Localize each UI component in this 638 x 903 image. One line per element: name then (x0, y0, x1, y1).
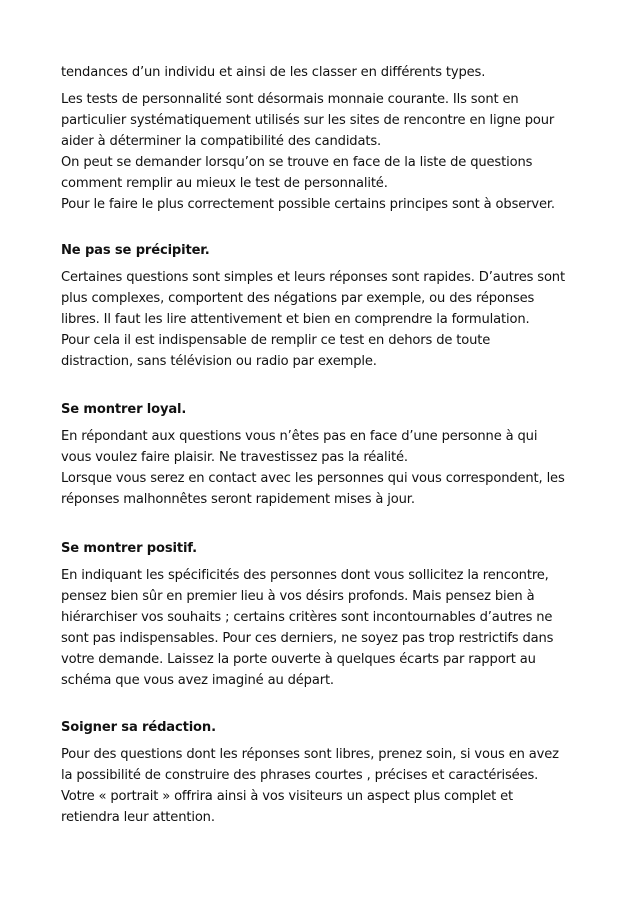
section-heading: Ne pas se précipiter. (61, 243, 210, 258)
paragraph-line: On peut se demander lorsqu’on se trouve en face de la liste de questions (61, 155, 533, 170)
section-ne-pas-se-precipiter (61, 240, 565, 372)
paragraph-line: Les tests de personnalité sont désormais monnaie courante. Ils sont en (61, 92, 519, 107)
paragraph-line: particulier systématiquement utilisés sur les sites de rencontre en ligne pour (61, 113, 555, 128)
intro-first-line-block (61, 62, 485, 83)
section-se-montrer-loyal (61, 399, 565, 510)
paragraph-line: Votre « portrait » offrira ainsi à vos visiteurs un aspect plus complet et (61, 789, 514, 804)
paragraph-line: la possibilité de construire des phrases courtes , précises et caractérisées. (61, 768, 539, 783)
section-soigner-sa-redaction (61, 717, 559, 828)
paragraph-line: retiendra leur attention. (61, 810, 215, 825)
paragraph-line: comment remplir au mieux le test de personnalité. (61, 176, 388, 191)
paragraph-line: Certaines questions sont simples et leurs réponses sont rapides. D’autres sont (61, 270, 565, 285)
paragraph-line: sont pas indispensables. Pour ces derniers, ne soyez pas trop restrictifs dans (61, 631, 554, 646)
paragraph-line: Pour des questions dont les réponses sont libres, prenez soin, si vous en avez (61, 747, 559, 762)
paragraph-line: vous voulez faire plaisir. Ne travestissez pas la réalité. (61, 450, 408, 465)
paragraph-line: aider à déterminer la compatibilité des candidats. (61, 134, 382, 149)
paragraph-line: Pour cela il est indispensable de remplir ce test en dehors de toute (61, 333, 491, 348)
section-se-montrer-positif (61, 538, 553, 691)
paragraph-line: Lorsque vous serez en contact avec les personnes qui vous correspondent, les (61, 471, 565, 486)
paragraph-line: En indiquant les spécificités des personnes dont vous sollicitez la rencontre, (61, 568, 549, 583)
section-heading: Soigner sa rédaction. (61, 720, 216, 735)
section-heading: Se montrer loyal. (61, 402, 187, 417)
section-heading: Se montrer positif. (61, 541, 197, 556)
paragraph-line: pensez bien sûr en premier lieu à vos désirs profonds. Mais pensez bien à (61, 589, 535, 604)
paragraph-line: libres. Il faut les lire attentivement et bien en comprendre la formulation. (61, 312, 530, 327)
intro-first-line: tendances d’un individu et ainsi de les classer en différents types. (61, 65, 486, 80)
paragraph-line: schéma que vous avez imaginé au départ. (61, 673, 334, 688)
paragraph-line: Pour le faire le plus correctement possible certains principes sont à observer. (61, 197, 555, 212)
paragraph-line: plus complexes, comportent des négations par exemple, ou des réponses (61, 291, 535, 306)
paragraph-line: hiérarchiser vos souhaits ; certains critères sont incontournables d’autres ne (61, 610, 553, 625)
paragraph-line: votre demande. Laissez la porte ouverte à quelques écarts par rapport au (61, 652, 536, 667)
intro-paragraph (61, 89, 555, 215)
paragraph-line: distraction, sans télévision ou radio par exemple. (61, 354, 377, 369)
paragraph-line: En répondant aux questions vous n’êtes pas en face d’une personne à qui (61, 429, 538, 444)
paragraph-line: réponses malhonnêtes seront rapidement mises à jour. (61, 492, 415, 507)
